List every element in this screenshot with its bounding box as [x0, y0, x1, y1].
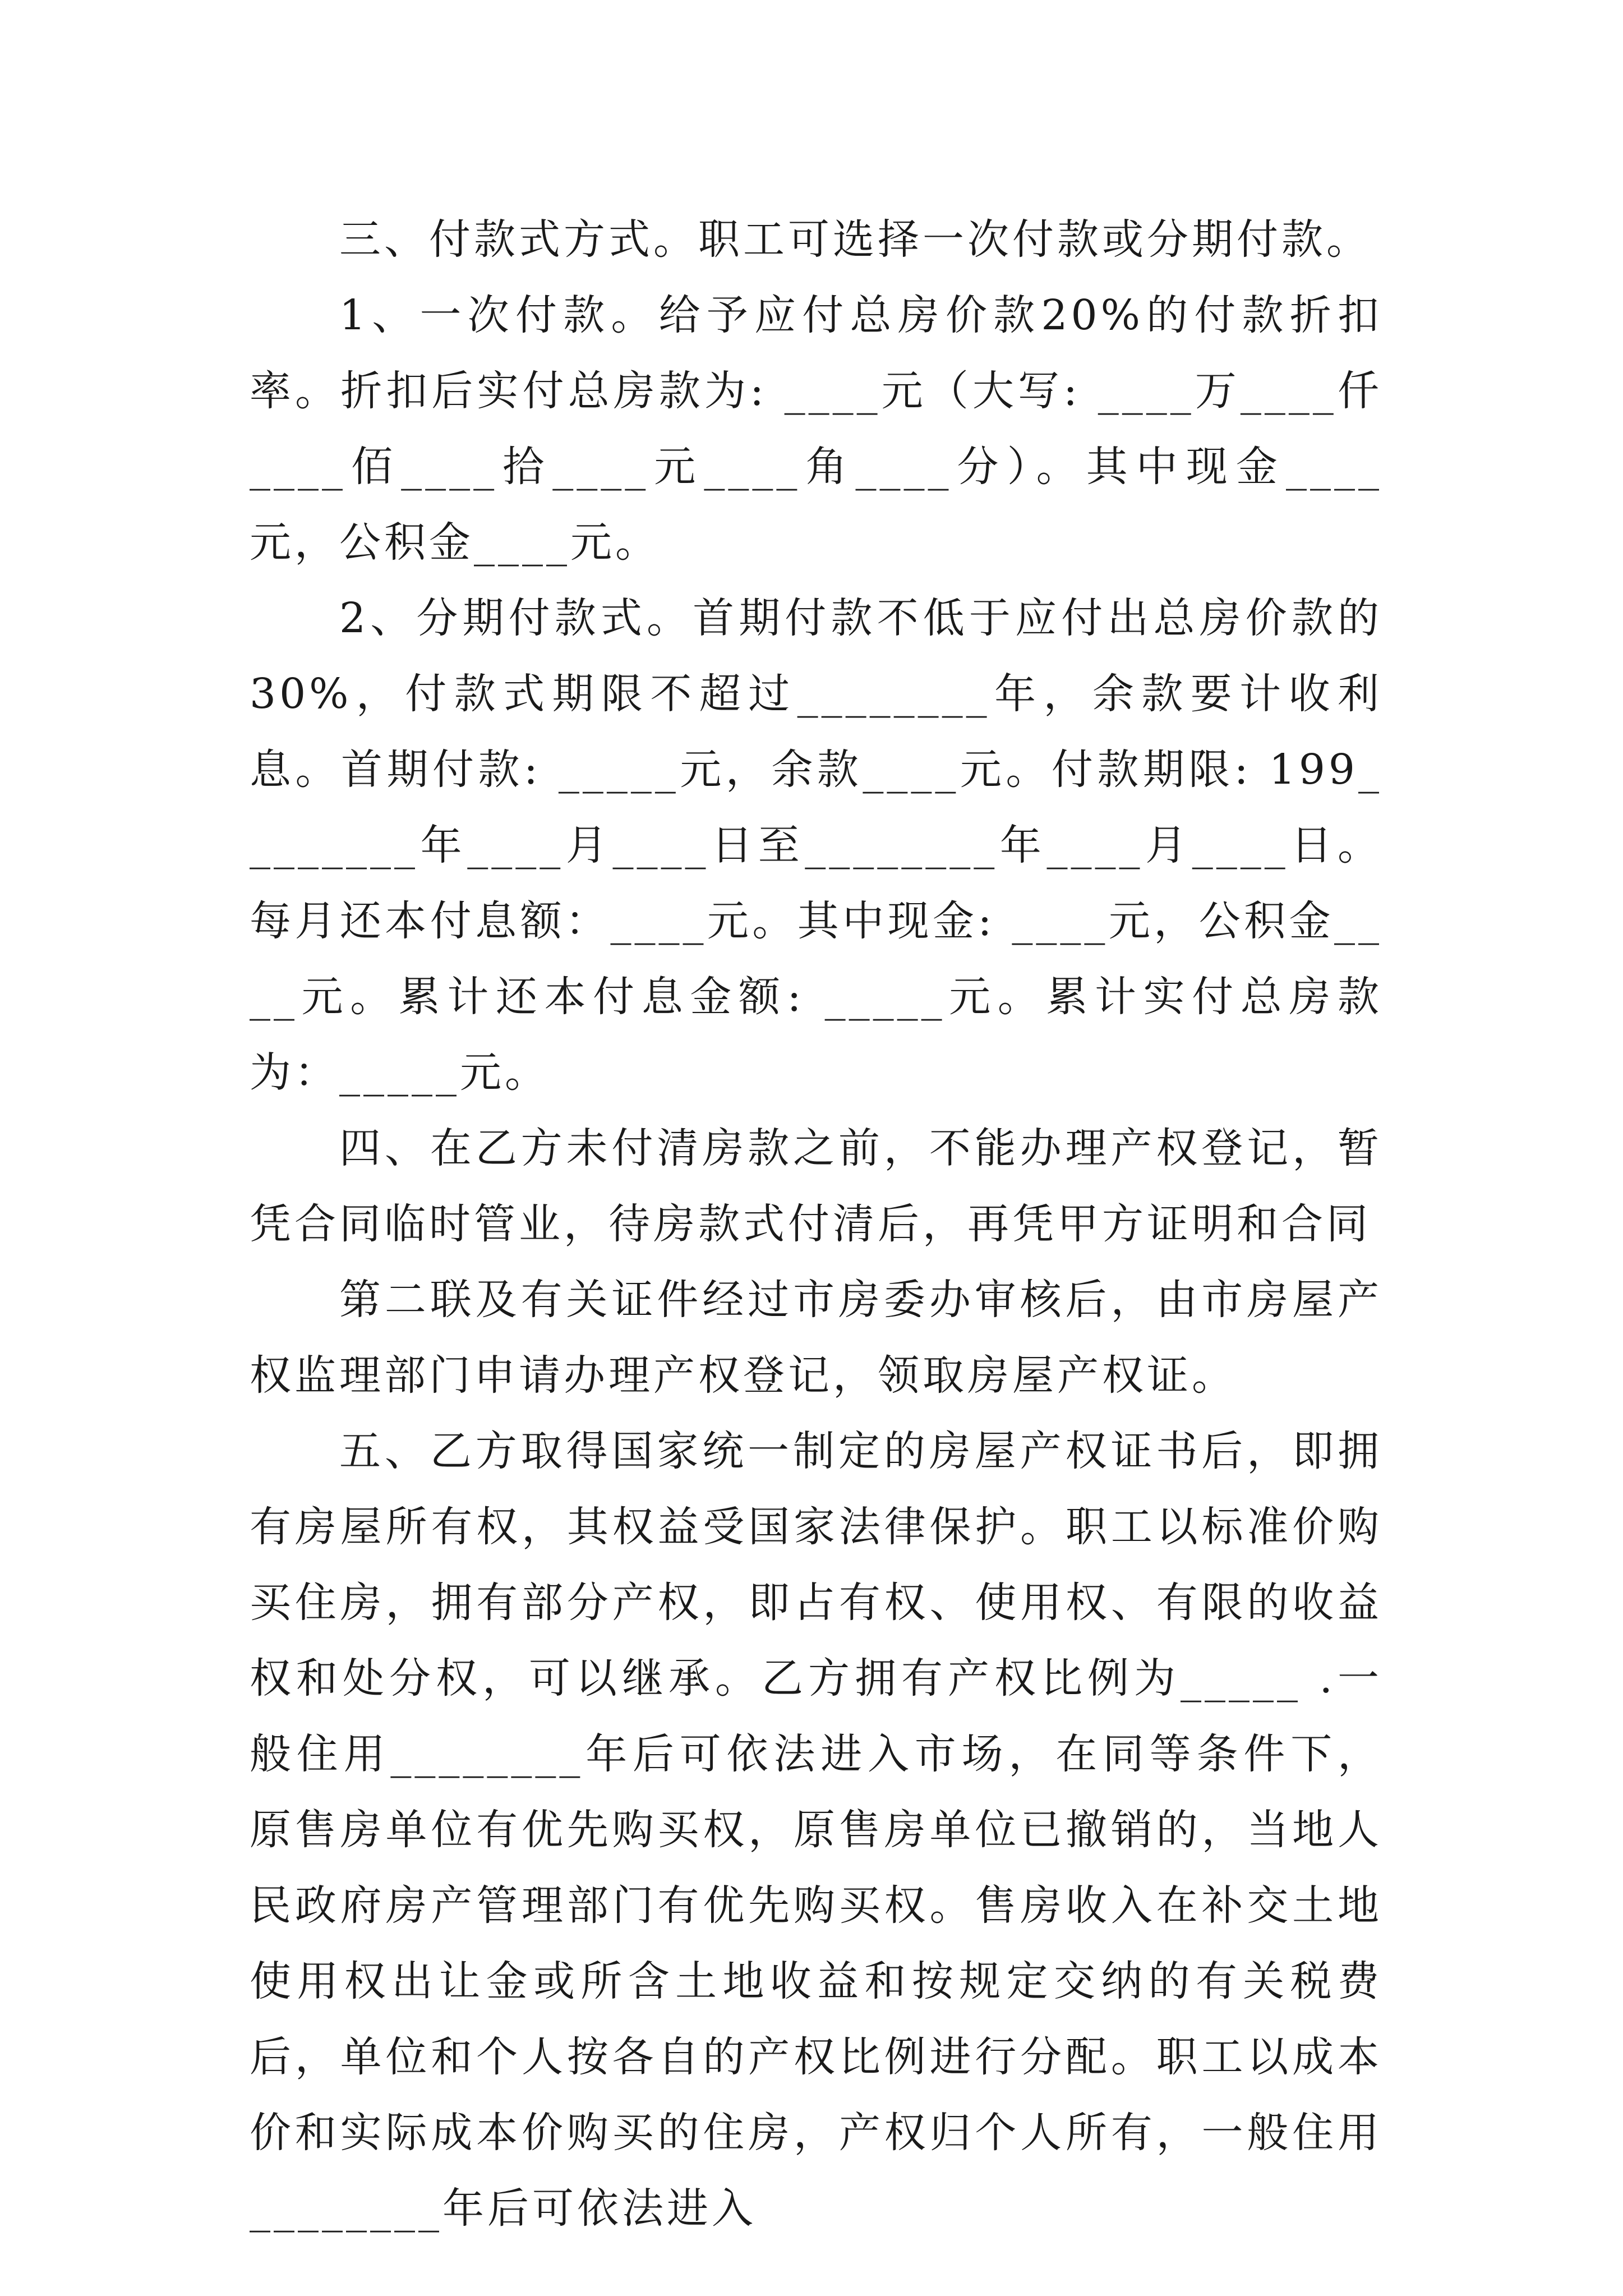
paragraph-registration-procedure: 第二联及有关证件经过市房委办审核后，由市房屋产权监理部门申请办理产权登记，领取房屋产权证。 [250, 1276, 1382, 1400]
paragraph-payment-method: 三、付款式方式。职工可选择一次付款或分期付款。 [339, 215, 1371, 264]
paragraph-installment-payment: 2、分期付款式。首期付款不低于应付出总房价款的30%，付款式期限不超过________年，余款要计收利息。首期付款: _____元，余款____元。付款期限: 199________年____月____日至________年____月____日。每月还本付息额：____元。其中现金: ____元，公积金____元。累计还本付息金额: _____元。累计实付总房款为：_____元。 [250, 594, 1382, 1097]
paragraph-lump-sum-payment: 1、一次付款。给予应付总房价款20%的付款折扣率。折扣后实付总房款为: ____元（大写: ____万____仟____佰____拾____元____角____分）。其中现金____元，公积金____元。 [250, 291, 1382, 567]
paragraph-property-registration: 四、在乙方未付清房款之前，不能办理产权登记，暂凭合同临时管业，待房款式付清后，再凭甲方证明和合同 [250, 1124, 1382, 1248]
paragraph-property-rights: 五、乙方取得国家统一制定的房屋产权证书后，即拥有房屋所有权，其权益受国家法律保护。职工以标准价购买住房，拥有部分产权，即占有权、使用权、有限的收益权和处分权，可以继承。乙方拥有产权比例为_____ .一般住用________年后可依法进入市场，在同等条件下，原售房单位有优先购买权，原售房单位已撤销的，当地人民政府房产管理部门有优先购买权。售房收入在补交土地使用权出让金或所含土地收益和按规定交纳的有关税费后，单位和个人按各自的产权比例进行分配。职工以成本价和实际成本价购买的住房，产权归个人所有，一般住用________年后可依法进入 [250, 1427, 1382, 2233]
document-body [250, 202, 1382, 2247]
